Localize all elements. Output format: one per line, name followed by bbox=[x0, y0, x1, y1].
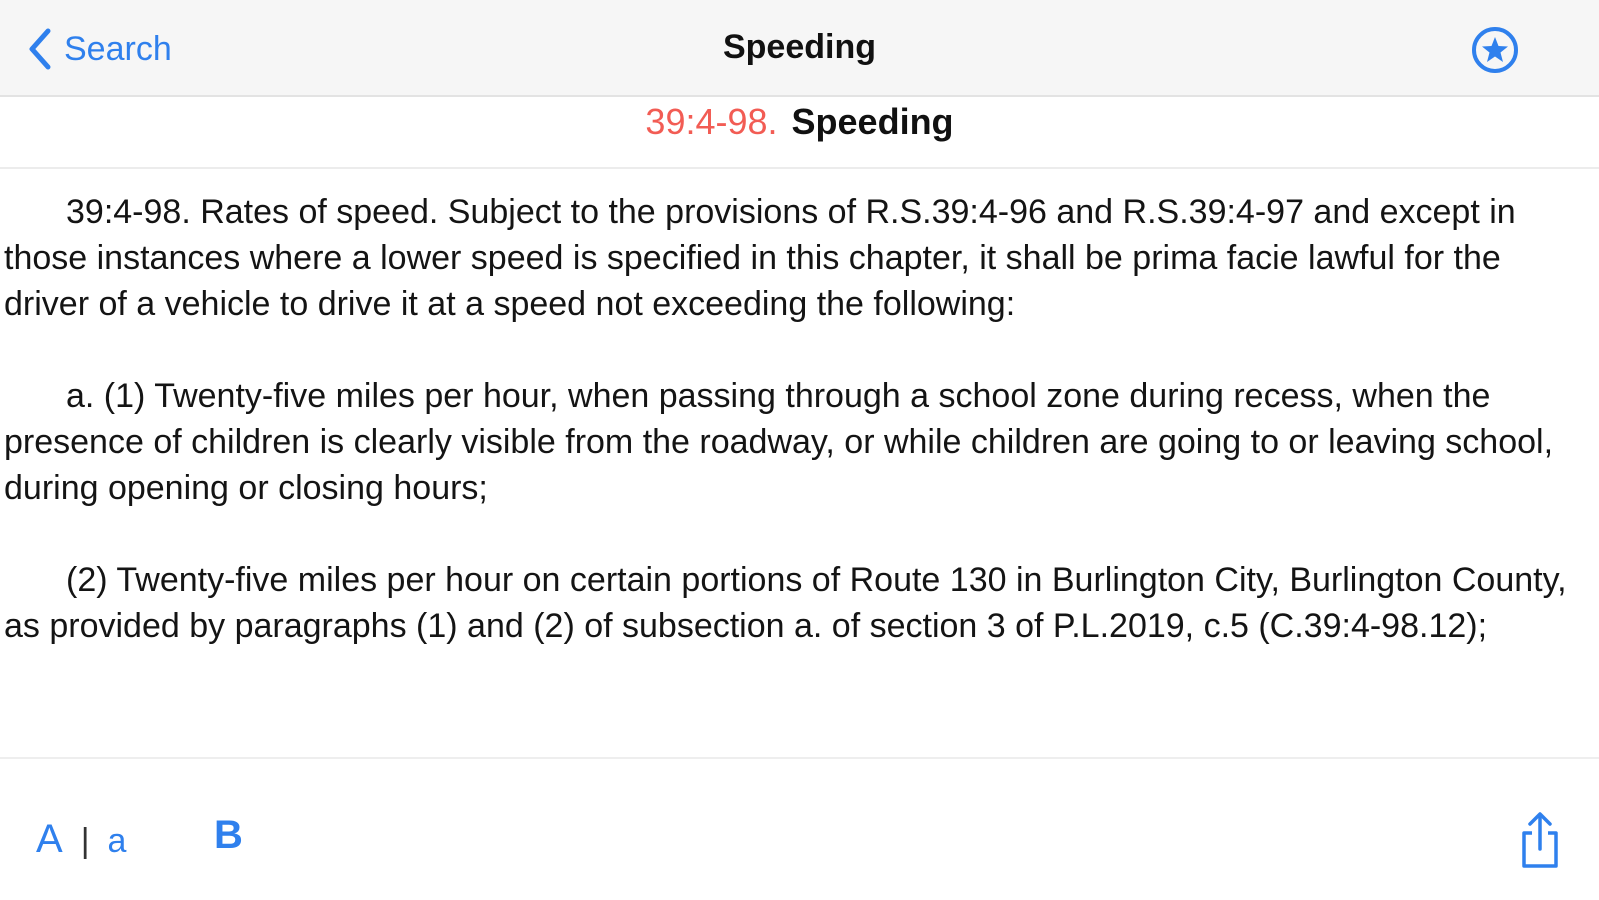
section-name: Speeding bbox=[791, 101, 954, 142]
statute-paragraph: a. (1) Twenty-five miles per hour, when passing through a school zone during recess, when the presence of children is clearly visible from the roadway, or while children are going to or leaving school, during opening or closing hours; bbox=[4, 377, 1554, 507]
navigation-bar bbox=[0, 0, 1599, 97]
star-circle-icon bbox=[1470, 62, 1520, 79]
font-size-control[interactable] bbox=[36, 817, 126, 867]
back-button-label: Search bbox=[64, 29, 172, 68]
share-button[interactable] bbox=[1515, 811, 1565, 871]
statute-text bbox=[0, 171, 1599, 757]
font-size-separator: | bbox=[80, 822, 90, 860]
bottom-toolbar bbox=[0, 759, 1599, 900]
section-number: 39:4-98. bbox=[645, 101, 778, 142]
statute-paragraph: 39:4-98. Rates of speed. Subject to the provisions of R.S.39:4-96 and R.S.39:4-97 and except in those instances where a lower speed is specified in this chapter, it shall be prima facie lawful for the driver of a vehicle to drive it at a speed not exceeding the following: bbox=[4, 193, 1516, 323]
page-title: Speeding bbox=[722, 28, 877, 66]
increase-font-button[interactable]: A bbox=[36, 817, 63, 861]
section-header bbox=[0, 99, 1599, 169]
favorite-button[interactable] bbox=[1470, 25, 1520, 75]
share-icon bbox=[1515, 858, 1565, 875]
statute-paragraph: (2) Twenty-five miles per hour on certain portions of Route 130 in Burlington City, Burlington County, as provided by paragraphs (1) and (2) of subsection a. of section 3 of P.L.2019, c.5 (C.39:4-98.12); bbox=[4, 561, 1567, 645]
decrease-font-button[interactable]: a bbox=[107, 822, 127, 860]
bold-toggle-button[interactable]: B bbox=[214, 813, 243, 857]
